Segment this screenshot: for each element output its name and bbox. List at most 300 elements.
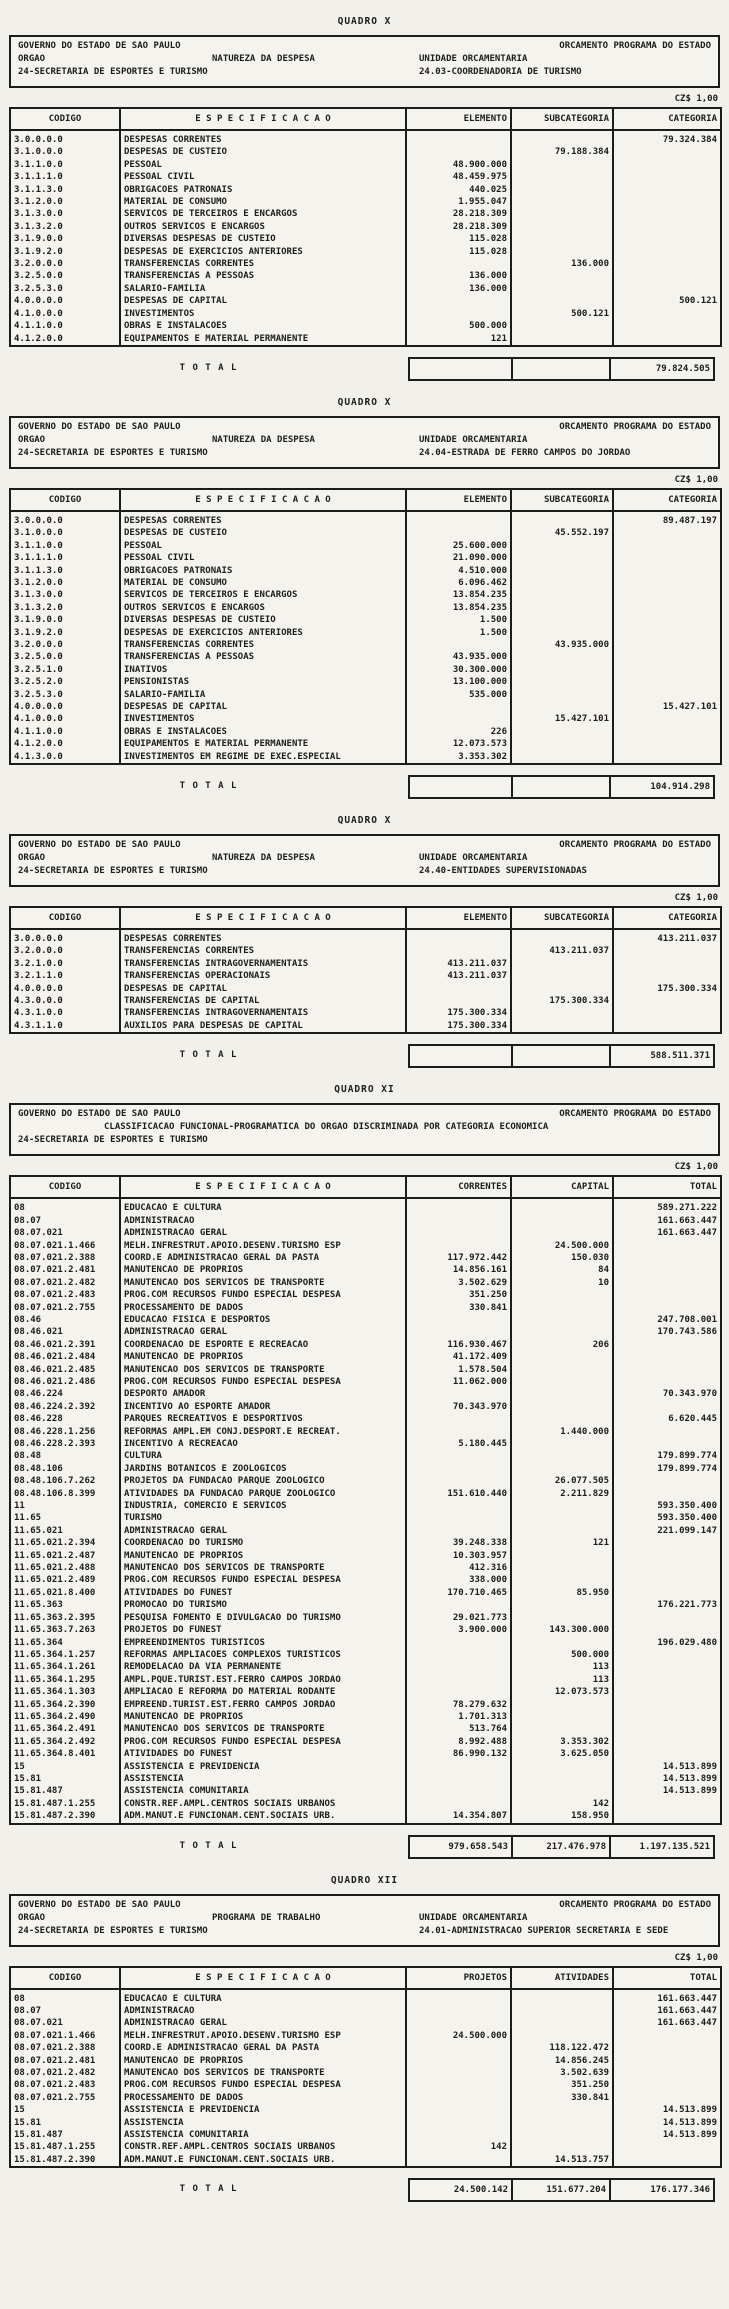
num-cell-1: 1.500 <box>406 614 511 626</box>
gov-line: GOVERNO DO ESTADO DE SAO PAULO <box>18 840 181 851</box>
num-cell-2 <box>511 2104 613 2116</box>
num-cell-1: 14.354.807 <box>406 1810 511 1823</box>
spec-cell: PROJETOS DO FUNEST <box>120 1624 406 1636</box>
code-cell: 08 <box>14 1993 25 2004</box>
code-cell: 08.07.021.2.388 <box>14 1252 96 1263</box>
table-row <box>10 1264 721 1276</box>
code-cell: 3.1.1.0.0 <box>14 540 63 551</box>
table-row <box>10 1326 721 1338</box>
table-row <box>10 589 721 601</box>
num-cell-2 <box>511 171 613 183</box>
spec-cell: PROG.COM RECURSOS FUNDO ESPECIAL DESPESA <box>120 2079 406 2091</box>
code-cell: 11.65.021 <box>14 1525 63 1536</box>
spec-cell: INCENTIVO AO ESPORTE AMADOR <box>120 1401 406 1413</box>
num-cell-2 <box>511 1612 613 1624</box>
table-row <box>10 701 721 713</box>
num-cell-1: 116.930.467 <box>406 1339 511 1351</box>
budget-table <box>9 107 722 347</box>
table-row <box>10 1686 721 1698</box>
budget-table <box>9 1966 722 2169</box>
num-cell-1 <box>406 1649 511 1661</box>
code-cell: 15.81.487 <box>14 1786 63 1797</box>
num-cell-3 <box>613 1674 721 1686</box>
code-cell: 3.1.2.0.0 <box>14 197 63 208</box>
code-cell: 3.2.5.0.0 <box>14 652 63 663</box>
table-row <box>10 2092 721 2104</box>
quadro-title: QUADRO XII <box>330 1874 399 1886</box>
spec-cell: REFORMAS AMPLIACOES COMPLEXOS TURISTICOS <box>120 1649 406 1661</box>
num-cell-2 <box>511 565 613 577</box>
num-cell-2 <box>511 159 613 171</box>
num-cell-2 <box>511 333 613 346</box>
code-cell: 11.65.364.2.492 <box>14 1736 96 1747</box>
num-cell-2: 143.300.000 <box>511 1624 613 1636</box>
table-row <box>10 1761 721 1773</box>
col-codigo: CODIGO <box>10 907 120 929</box>
num-cell-2 <box>511 1376 613 1388</box>
num-cell-2 <box>511 1550 613 1562</box>
orgao-value: 24-SECRETARIA DE ESPORTES E TURISMO <box>18 447 208 458</box>
num-cell-1: 39.248.338 <box>406 1537 511 1549</box>
spec-cell: INVESTIMENTOS <box>120 308 406 320</box>
table-row <box>10 929 721 945</box>
num-cell-3 <box>613 1661 721 1673</box>
num-cell-3: 15.427.101 <box>613 701 721 713</box>
spec-cell: DESPESAS DE EXERCICIOS ANTERIORES <box>120 246 406 258</box>
num-cell-1 <box>406 2067 511 2079</box>
num-cell-1 <box>406 2042 511 2054</box>
num-cell-1 <box>406 1785 511 1797</box>
col-subcategoria: SUBCATEGORIA <box>511 907 613 929</box>
col-especificacao: E S P E C I F I C A C A O <box>120 489 406 511</box>
num-cell-1 <box>406 1388 511 1400</box>
col-projetos: PROJETOS <box>406 1967 511 1989</box>
num-cell-2: 113 <box>511 1674 613 1686</box>
code-cell: 08.46.021.2.485 <box>14 1364 96 1375</box>
num-cell-1: 151.610.440 <box>406 1488 511 1500</box>
spec-cell: TRANSFERENCIAS DE CAPITAL <box>120 995 406 1007</box>
num-cell-1: 25.600.000 <box>406 540 511 552</box>
spec-cell: CONSTR.REF.AMPL.CENTROS SOCIAIS URBANOS <box>120 1798 406 1810</box>
num-cell-3 <box>613 2067 721 2079</box>
num-cell-2: 351.250 <box>511 2079 613 2091</box>
num-cell-2 <box>511 1364 613 1376</box>
table-row <box>10 676 721 688</box>
code-cell: 08.46.228.1.256 <box>14 1426 96 1437</box>
code-cell: 08.48.106.8.399 <box>14 1488 96 1499</box>
table-row <box>10 639 721 651</box>
natureza-label: NATUREZA DA DESPESA <box>212 54 315 64</box>
orgao-value: 24-SECRETARIA DE ESPORTES E TURISMO <box>18 866 208 877</box>
num-cell-2 <box>511 1989 613 2005</box>
num-cell-3 <box>613 146 721 158</box>
num-cell-3 <box>613 1007 721 1019</box>
num-cell-1 <box>406 983 511 995</box>
num-cell-1: 10.303.957 <box>406 1550 511 1562</box>
num-cell-3 <box>613 1562 721 1574</box>
code-cell: 3.1.1.1.0 <box>14 553 63 564</box>
orgao-value: 24-SECRETARIA DE ESPORTES E TURISMO <box>18 1925 208 1936</box>
spec-cell: PROG.COM RECURSOS FUNDO ESPECIAL DESPESA <box>120 1736 406 1748</box>
num-cell-2 <box>511 320 613 332</box>
table-row <box>10 1989 721 2005</box>
table-row <box>10 1574 721 1586</box>
num-cell-2 <box>511 1007 613 1019</box>
num-cell-2 <box>511 184 613 196</box>
table-row <box>10 130 721 146</box>
num-cell-1: 13.100.000 <box>406 676 511 688</box>
code-cell: 08.46.228 <box>14 1414 63 1425</box>
code-cell: 11.65.364.2.490 <box>14 1711 96 1722</box>
spec-cell: MATERIAL DE CONSUMO <box>120 196 406 208</box>
table-row <box>10 2030 721 2042</box>
code-cell: 3.1.9.2.0 <box>14 627 63 638</box>
num-cell-1 <box>406 2079 511 2091</box>
total-label: T O T A L <box>179 362 238 373</box>
budget-table <box>9 488 722 765</box>
num-cell-2: 413.211.037 <box>511 945 613 957</box>
table-row <box>10 1007 721 1019</box>
num-cell-3: 589.271.222 <box>613 1198 721 1214</box>
total-col-1: 979.658.543 <box>448 1841 508 1852</box>
num-cell-2: 12.073.573 <box>511 1686 613 1698</box>
header-box <box>9 1894 720 1947</box>
code-cell: 15.81.487 <box>14 2130 63 2141</box>
spec-cell: DESPESAS DE EXERCICIOS ANTERIORES <box>120 627 406 639</box>
num-cell-2: 26.077.505 <box>511 1475 613 1487</box>
table-row <box>10 208 721 220</box>
num-cell-1: 413.211.037 <box>406 958 511 970</box>
num-cell-1: 48.900.000 <box>406 159 511 171</box>
unidade-label: UNIDADE ORCAMENTARIA <box>419 853 528 864</box>
spec-cell: PROG.COM RECURSOS FUNDO ESPECIAL DESPESA <box>120 1289 406 1301</box>
total-col-3: 176.177.346 <box>609 2180 713 2200</box>
currency-label: CZ$ 1,00 <box>674 893 718 904</box>
num-cell-1: 121 <box>406 333 511 346</box>
table-header-row <box>10 489 721 511</box>
spec-cell: ASSISTENCIA <box>120 1773 406 1785</box>
num-cell-1: 78.279.632 <box>406 1699 511 1711</box>
spec-cell: PESSOAL <box>120 540 406 552</box>
num-cell-3: 161.663.447 <box>613 1989 721 2005</box>
spec-cell: EDUCACAO E CULTURA <box>120 1989 406 2005</box>
table-row <box>10 1376 721 1388</box>
table-header-row <box>10 907 721 929</box>
table-row <box>10 2055 721 2067</box>
num-cell-2: 500.000 <box>511 1649 613 1661</box>
total-row <box>9 2178 720 2202</box>
num-cell-2 <box>511 1215 613 1227</box>
code-cell: 11.65.364.1.295 <box>14 1674 96 1685</box>
num-cell-3: 14.513.899 <box>613 2129 721 2141</box>
num-cell-1 <box>406 2117 511 2129</box>
table-header-row <box>10 108 721 130</box>
table-header-row <box>10 1967 721 1989</box>
num-cell-1 <box>406 1512 511 1524</box>
num-cell-3 <box>613 2154 721 2167</box>
spec-cell: OBRAS E INSTALACOES <box>120 320 406 332</box>
num-cell-3 <box>613 283 721 295</box>
code-cell: 4.1.0.0.0 <box>14 308 63 319</box>
num-cell-1 <box>406 527 511 539</box>
total-col-1: 24.500.142 <box>453 2185 508 2196</box>
col-total: TOTAL <box>613 1967 721 1989</box>
spec-cell: OUTROS SERVICOS E ENCARGOS <box>120 602 406 614</box>
spec-cell: MELH.INFRESTRUT.APOIO.DESENV.TURISMO ESP <box>120 1240 406 1252</box>
num-cell-1: 226 <box>406 726 511 738</box>
num-cell-1: 86.990.132 <box>406 1748 511 1760</box>
table-row <box>10 577 721 589</box>
table-row <box>10 1773 721 1785</box>
num-cell-1 <box>406 1637 511 1649</box>
unidade-label: UNIDADE ORCAMENTARIA <box>419 54 528 64</box>
num-cell-1: 136.000 <box>406 283 511 295</box>
quadro-title: QUADRO X <box>337 16 392 27</box>
num-cell-2: 45.552.197 <box>511 527 613 539</box>
num-cell-1 <box>406 2154 511 2167</box>
code-cell: 3.1.2.0.0 <box>14 577 63 588</box>
spec-cell: ADMINISTRACAO GERAL <box>120 2017 406 2029</box>
table-row <box>10 1227 721 1239</box>
num-cell-1: 29.021.773 <box>406 1612 511 1624</box>
num-cell-1 <box>406 1674 511 1686</box>
natureza-label: NATUREZA DA DESPESA <box>212 434 315 445</box>
num-cell-2 <box>511 1314 613 1326</box>
table-row <box>10 995 721 1007</box>
code-cell: 08.07.021.2.482 <box>14 2068 96 2079</box>
table-row <box>10 1612 721 1624</box>
num-cell-1 <box>406 1215 511 1227</box>
num-cell-2: 118.122.472 <box>511 2042 613 2054</box>
code-cell: 08.46.224.2.392 <box>14 1401 96 1412</box>
num-cell-3 <box>613 639 721 651</box>
num-cell-3: 161.663.447 <box>613 1215 721 1227</box>
table-row <box>10 1798 721 1810</box>
spec-cell: EQUIPAMENTOS E MATERIAL PERMANENTE <box>120 738 406 750</box>
table-row <box>10 1736 721 1748</box>
code-cell: 11.65.363.7.263 <box>14 1625 96 1636</box>
num-cell-1 <box>406 1989 511 2005</box>
spec-cell: MELH.INFRESTRUT.APOIO.DESENV.TURISMO ESP <box>120 2030 406 2042</box>
num-cell-2: 3.502.639 <box>511 2067 613 2079</box>
num-cell-3 <box>613 159 721 171</box>
num-cell-2 <box>511 983 613 995</box>
spec-cell: EQUIPAMENTOS E MATERIAL PERMANENTE <box>120 333 406 346</box>
num-cell-3 <box>613 602 721 614</box>
num-cell-3 <box>613 738 721 750</box>
code-cell: 3.2.0.0.0 <box>14 946 63 957</box>
code-cell: 4.0.0.0.0 <box>14 983 63 994</box>
spec-cell: MANUTENCAO DOS SERVICOS DE TRANSPORTE <box>120 1364 406 1376</box>
num-cell-3 <box>613 1748 721 1760</box>
total-row <box>9 775 720 799</box>
num-cell-2 <box>511 2129 613 2141</box>
spec-cell: ASSISTENCIA COMUNITARIA <box>120 2129 406 2141</box>
spec-cell: MATERIAL DE CONSUMO <box>120 577 406 589</box>
num-cell-1: 30.300.000 <box>406 664 511 676</box>
code-cell: 11 <box>14 1501 25 1512</box>
num-cell-2 <box>511 614 613 626</box>
num-cell-2 <box>511 1302 613 1314</box>
total-row <box>9 1835 720 1859</box>
num-cell-1: 513.764 <box>406 1723 511 1735</box>
table-row <box>10 1674 721 1686</box>
num-cell-3: 161.663.447 <box>613 2005 721 2017</box>
num-cell-1: 440.025 <box>406 184 511 196</box>
code-cell: 08.07.021.2.481 <box>14 2055 96 2066</box>
table-row <box>10 159 721 171</box>
num-cell-2 <box>511 970 613 982</box>
num-cell-2: 1.440.000 <box>511 1426 613 1438</box>
gov-line: GOVERNO DO ESTADO DE SAO PAULO <box>18 1109 181 1120</box>
spec-cell: COORDENACAO DO TURISMO <box>120 1537 406 1549</box>
table-row <box>10 1215 721 1227</box>
code-cell: 08.07.021.2.481 <box>14 1265 96 1276</box>
table-row <box>10 2141 721 2153</box>
code-cell: 3.2.0.0.0 <box>14 639 63 650</box>
total-row <box>9 1044 720 1068</box>
table-row <box>10 258 721 270</box>
table-row <box>10 511 721 527</box>
spec-cell: ADMINISTRACAO GERAL <box>120 1227 406 1239</box>
num-cell-3 <box>613 1810 721 1823</box>
num-cell-3 <box>613 2030 721 2042</box>
col-capital: CAPITAL <box>511 1176 613 1198</box>
num-cell-1: 1.500 <box>406 627 511 639</box>
spec-cell: SALARIO-FAMILIA <box>120 689 406 701</box>
natureza-label: NATUREZA DA DESPESA <box>212 853 315 864</box>
num-cell-3 <box>613 1351 721 1363</box>
num-cell-2: 43.935.000 <box>511 639 613 651</box>
spec-cell: EDUCACAO FISICA E DESPORTOS <box>120 1314 406 1326</box>
code-cell: 3.1.9.0.0 <box>14 234 63 245</box>
num-cell-3: 593.350.400 <box>613 1500 721 1512</box>
num-cell-3 <box>613 1798 721 1810</box>
spec-cell: MANUTENCAO DE PROPRIOS <box>120 1351 406 1363</box>
spec-cell: ASSISTENCIA <box>120 2117 406 2129</box>
num-cell-2: 121 <box>511 1537 613 1549</box>
quadro-section-3 <box>0 799 729 1068</box>
table-header-row <box>10 1176 721 1198</box>
num-cell-2 <box>511 1723 613 1735</box>
num-cell-3 <box>613 1711 721 1723</box>
table-row <box>10 221 721 233</box>
code-cell: 08.07.021.2.483 <box>14 1290 96 1301</box>
code-cell: 11.65.021.2.489 <box>14 1575 96 1586</box>
num-cell-2 <box>511 2005 613 2017</box>
spec-cell: ADMINISTRACAO GERAL <box>120 1525 406 1537</box>
table-row <box>10 270 721 282</box>
num-cell-1 <box>406 1599 511 1611</box>
num-cell-1 <box>406 1686 511 1698</box>
table-row <box>10 1810 721 1823</box>
num-cell-1: 115.028 <box>406 233 511 245</box>
gov-line: GOVERNO DO ESTADO DE SAO PAULO <box>18 421 181 432</box>
code-cell: 08 <box>14 1203 25 1214</box>
num-cell-2: 500.121 <box>511 308 613 320</box>
programa-label: PROGRAMA DE TRABALHO <box>212 1912 321 1923</box>
spec-cell: TRANSFERENCIAS CORRENTES <box>120 945 406 957</box>
col-codigo: CODIGO <box>10 1176 120 1198</box>
num-cell-1 <box>406 1426 511 1438</box>
num-cell-1: 175.300.334 <box>406 1020 511 1033</box>
table-row <box>10 983 721 995</box>
table-row <box>10 2129 721 2141</box>
num-cell-3 <box>613 689 721 701</box>
spec-cell: EMPREENDIMENTOS TURISTICOS <box>120 1637 406 1649</box>
table-row <box>10 1637 721 1649</box>
table-row <box>10 751 721 764</box>
num-cell-1: 12.073.573 <box>406 738 511 750</box>
num-cell-3 <box>613 1649 721 1661</box>
table-row <box>10 171 721 183</box>
num-cell-3 <box>613 1289 721 1301</box>
spec-cell: TRANSFERENCIAS A PESSOAS <box>120 651 406 663</box>
num-cell-2 <box>511 676 613 688</box>
num-cell-3 <box>613 258 721 270</box>
num-cell-1: 28.218.309 <box>406 208 511 220</box>
num-cell-2 <box>511 664 613 676</box>
num-cell-1: 1.701.313 <box>406 1711 511 1723</box>
total-col-2 <box>511 359 609 379</box>
spec-cell: DESPESAS DE CAPITAL <box>120 701 406 713</box>
code-cell: 3.2.5.0.0 <box>14 271 63 282</box>
code-cell: 08.46.228.2.393 <box>14 1439 96 1449</box>
num-cell-1: 142 <box>406 2141 511 2153</box>
num-cell-2 <box>511 1450 613 1462</box>
num-cell-1 <box>406 308 511 320</box>
spec-cell: REFORMAS AMPL.EM CONJ.DESPORT.E RECREAT. <box>120 1426 406 1438</box>
num-cell-3: 14.513.899 <box>613 2117 721 2129</box>
spec-cell: AMPL.PQUE.TURIST.EST.FERRO CAMPOS JORDAO <box>120 1674 406 1686</box>
num-cell-2 <box>511 283 613 295</box>
code-cell: 3.2.0.0.0 <box>14 259 63 270</box>
report-title: ORCAMENTO PROGRAMA DO ESTADO <box>559 41 711 51</box>
table-row <box>10 627 721 639</box>
table-row <box>10 1550 721 1562</box>
code-cell: 4.1.0.0.0 <box>14 714 63 725</box>
num-cell-2 <box>511 1388 613 1400</box>
num-cell-1 <box>406 1773 511 1785</box>
col-codigo: CODIGO <box>10 489 120 511</box>
num-cell-2: 206 <box>511 1339 613 1351</box>
num-cell-2 <box>511 2030 613 2042</box>
unidade-value: 24.01-ADMINISTRACAO SUPERIOR SECRETARIA E SEDE <box>419 1925 669 1936</box>
num-cell-3 <box>613 1699 721 1711</box>
num-cell-2 <box>511 689 613 701</box>
num-cell-1: 136.000 <box>406 270 511 282</box>
spec-cell: PROMOCAO DO TURISMO <box>120 1599 406 1611</box>
num-cell-2 <box>511 1289 613 1301</box>
spec-cell: MANUTENCAO DE PROPRIOS <box>120 2055 406 2067</box>
spec-cell: OUTROS SERVICOS E ENCARGOS <box>120 221 406 233</box>
unidade-value: 24.40-ENTIDADES SUPERVISIONADAS <box>419 866 587 877</box>
num-cell-3 <box>613 1240 721 1252</box>
spec-cell: ASSISTENCIA E PREVIDENCIA <box>120 2104 406 2116</box>
code-cell: 08.07.021 <box>14 1228 63 1239</box>
num-cell-3 <box>613 577 721 589</box>
num-cell-2 <box>511 1401 613 1413</box>
num-cell-3 <box>613 233 721 245</box>
spec-cell: PROG.COM RECURSOS FUNDO ESPECIAL DESPESA <box>120 1376 406 1388</box>
code-cell: 08.46.021.2.486 <box>14 1376 96 1387</box>
num-cell-3 <box>613 308 721 320</box>
num-cell-1: 48.459.975 <box>406 171 511 183</box>
code-cell: 3.2.5.3.0 <box>14 689 63 700</box>
code-cell: 11.65.364.1.257 <box>14 1649 96 1660</box>
spec-cell: ASSISTENCIA E PREVIDENCIA <box>120 1761 406 1773</box>
table-row <box>10 1426 721 1438</box>
